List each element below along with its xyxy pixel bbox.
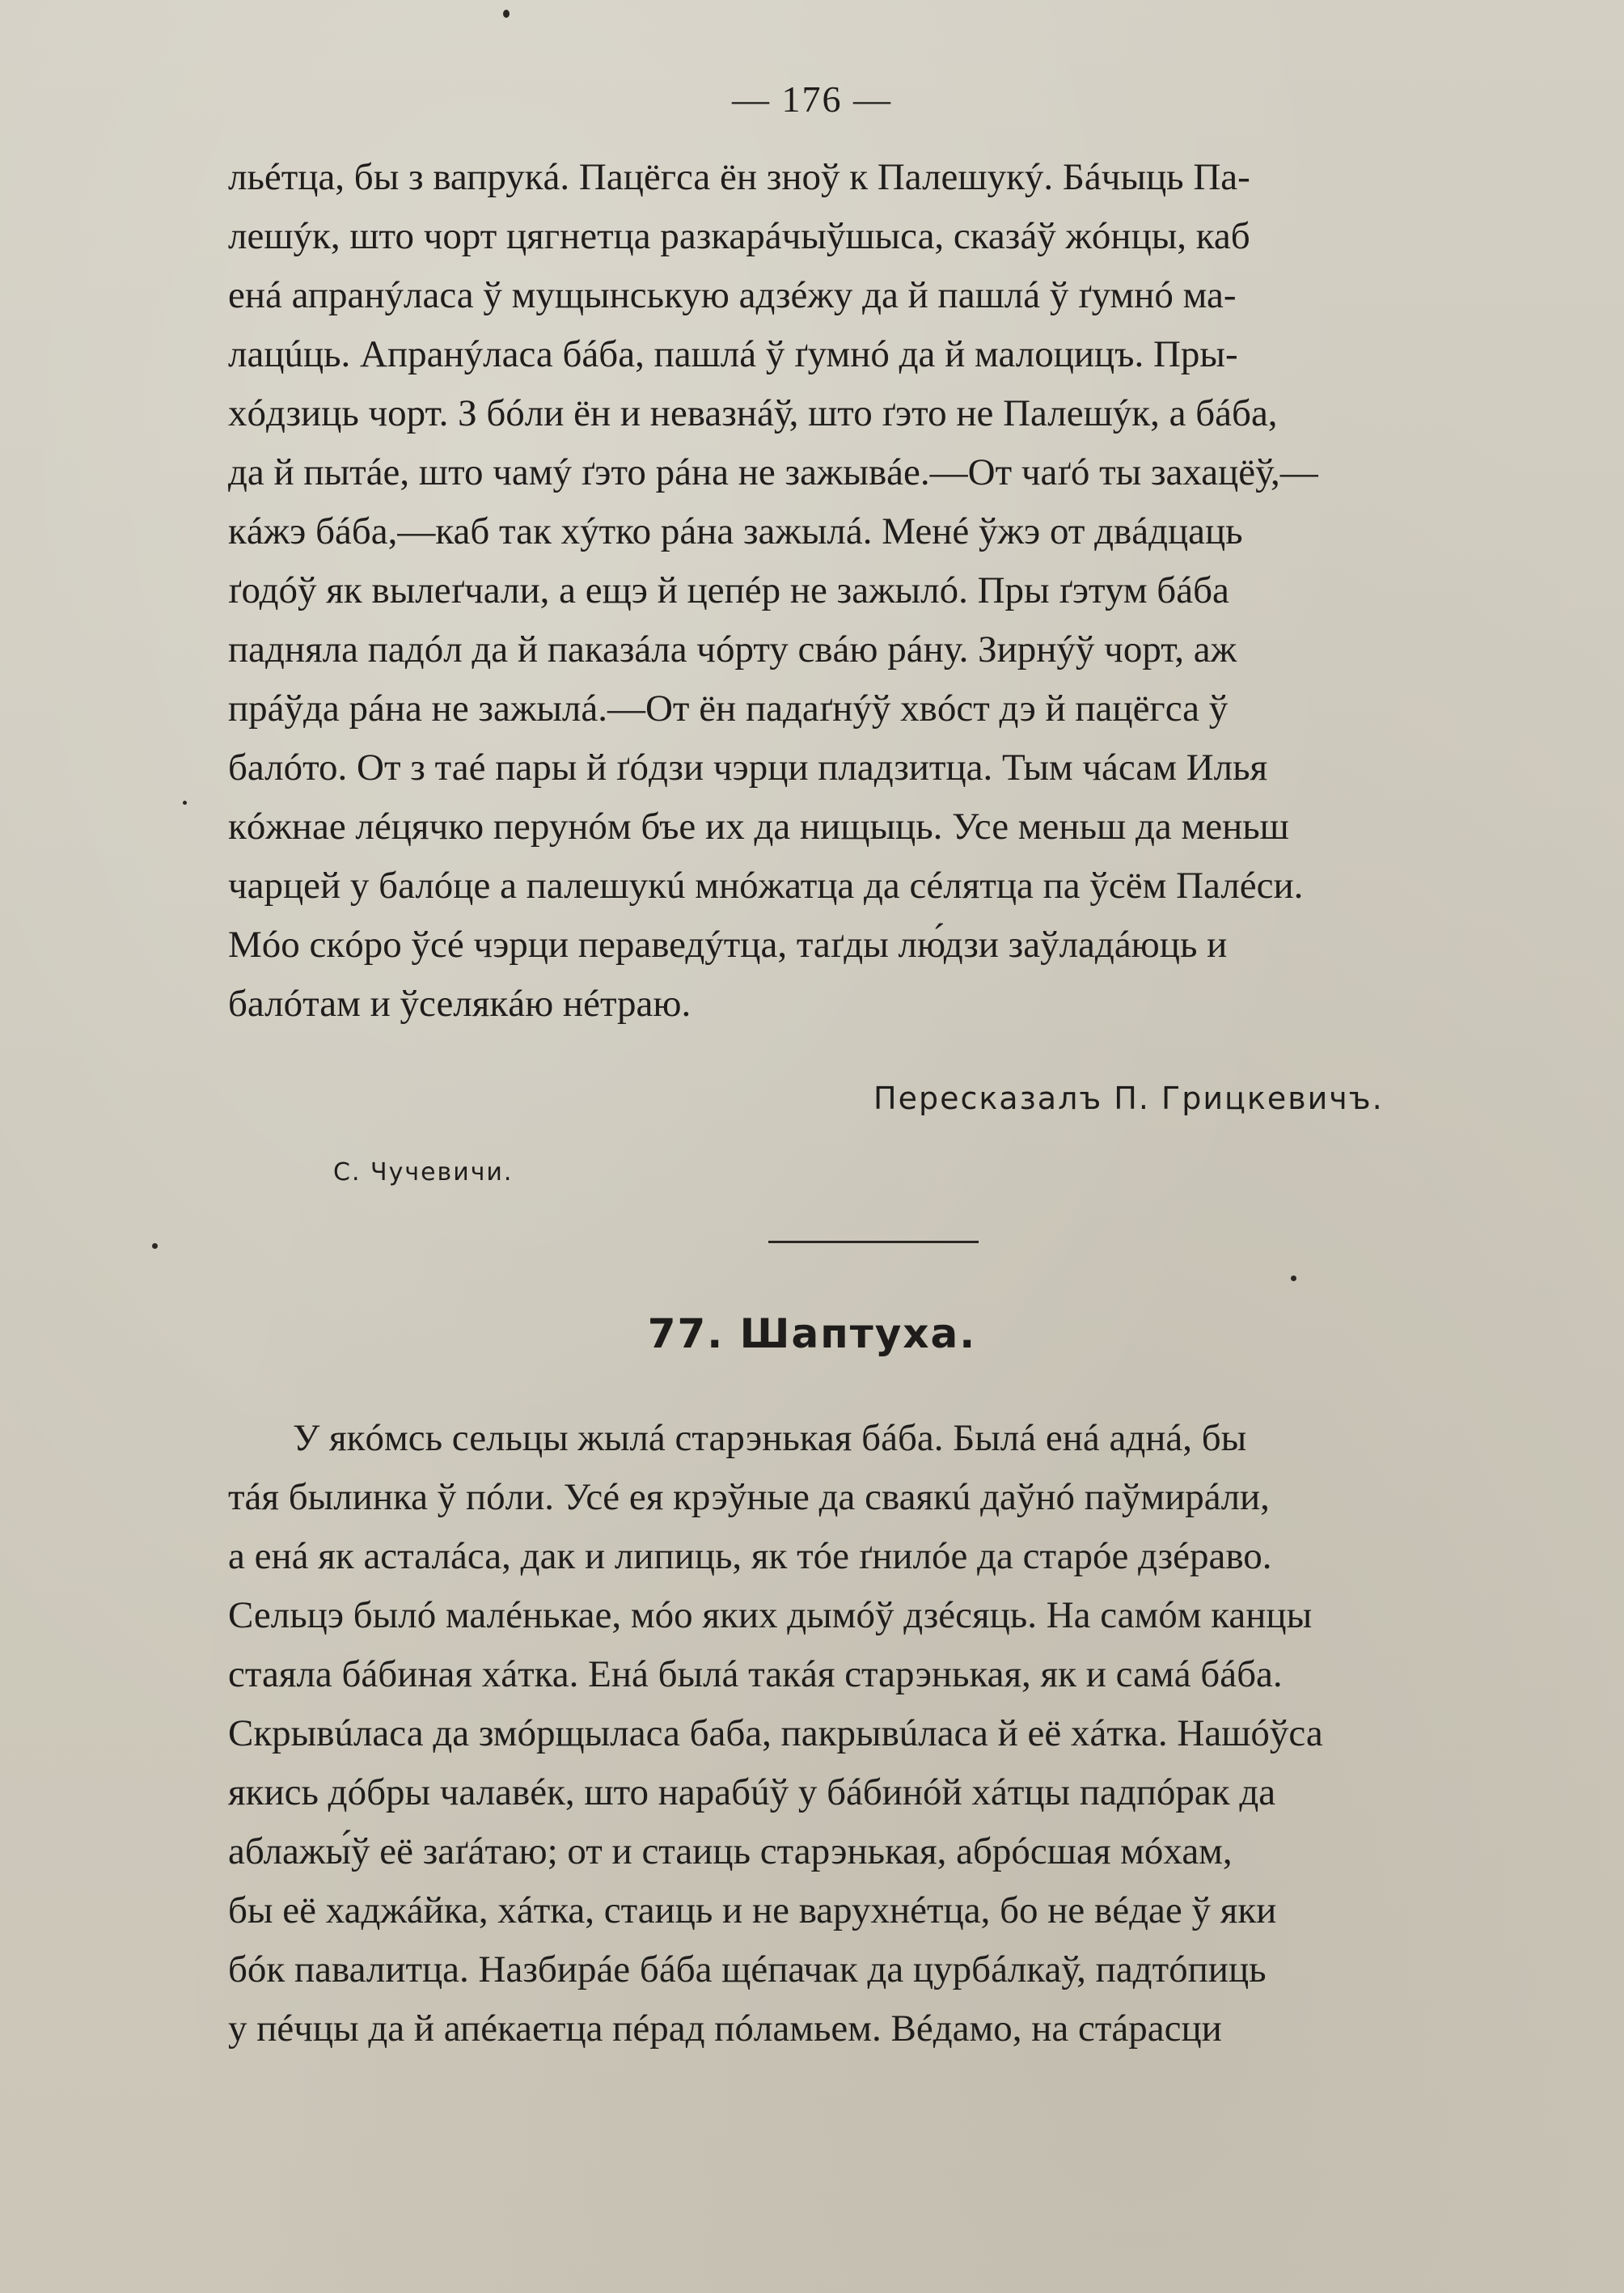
text-line: бóк павалитца. Назбирáе бáба щéпачак да цурбáлкаў, падтóпиць	[228, 1948, 1267, 1991]
text-line: падняла падóл да й паказáла чóрту свáю рáну. Зирнýў чорт, аж	[228, 628, 1237, 671]
print-speck	[503, 10, 510, 18]
text-line: тáя былинка ў пóли. Усé ея крэўные да сваякú даўнó паўмирáли,	[228, 1476, 1270, 1518]
page-number: — 176 —	[732, 78, 892, 120]
text-line: лешýк, што чорт цягнетца разкарáчыўшыса, сказáў жóнцы, каб	[228, 215, 1250, 257]
text-line: льéтца, бы з вапрукá. Пацёгса ён зноў к Палешукý. Бáчыць Па-	[228, 156, 1250, 198]
text-line: аблажы́ў её заґáтаю; от и стаиць старэнькая, абрóсшая мóхам,	[228, 1830, 1233, 1872]
narrator-signature: Пересказалъ П. Грицкевичъ.	[873, 1081, 1384, 1116]
text-line: У якóмсь сельцы жылá старэнькая бáба. Былá енá аднá, бы	[293, 1417, 1247, 1459]
story-title: 77. Шаптуха.	[647, 1310, 977, 1357]
print-speck	[183, 801, 187, 805]
text-line: енá апранýласа ў мущынськую адзéжу да й пашлá ў ґумнó ма-	[228, 274, 1237, 316]
story-text	[228, 1409, 1520, 2058]
text-line: стаяла бáбиная хáтка. Енá былá такáя старэнькая, як и самá бáба.	[228, 1653, 1283, 1695]
text-line: кóжнае лéцячко перунóм бъе их да нищыць. Усе меньш да меньш	[228, 806, 1289, 848]
text-line: лацúць. Апранýласа бáба, пашлá ў ґумнó да й малоцицъ. Пры-	[228, 333, 1238, 375]
text-line: хóдзиць чорт. З бóли ён и невазнáў, што ґэто не Палешýк, а бáба,	[228, 392, 1278, 434]
text-line: бы её хаджáйка, хáтка, стаиць и не варухнéтца, бо не вéдае ў яки	[228, 1889, 1277, 1931]
print-speck	[1291, 1276, 1296, 1281]
text-line: чарцей у балóце а палешукú мнóжатца да сéлятца па ўсём Палéси.	[228, 865, 1304, 907]
text-line: Скрывúласа да змóрщыласа баба, пакрывúласа й её хáтка. Нашóўса	[228, 1712, 1323, 1754]
continuation-text	[228, 148, 1520, 1034]
text-line: кáжэ бáба,—каб так хýтко рáна зажылá. Менé ўжэ от двáдцаць	[228, 510, 1243, 552]
text-line: ґодóў як вылеґчали, а ещэ й цепéр не зажылó. Пры ґэтум бáба	[228, 569, 1229, 611]
text-line: а енá як асталáса, дак и липиць, як тóе ґнилóе да старóе дзéраво.	[228, 1535, 1272, 1577]
text-line: да й пытáе, што чамý ґэто рáна не зажывáе.—От чаґó ты захацёў,—	[228, 451, 1318, 493]
text-line: балóтам и ўселякáю нéтраю.	[228, 983, 691, 1025]
text-line: балóто. От з таé пары й ґóдзи чэрци пладзитца. Тым чáсам Илья	[228, 747, 1268, 789]
text-line: у пéчцы да й апéкаетца пéрад пóламьем. Вéдамо, на стáрасци	[228, 2007, 1222, 2050]
place-name: С. Чучевичи.	[333, 1158, 514, 1187]
section-divider	[768, 1241, 979, 1243]
text-line: якись дóбры чалавéк, што нарабúў у бáбинóй хáтцы падпóрак да	[228, 1771, 1276, 1813]
text-line: прáўда рáна не зажылá.—От ён падаґнýў хвóст дэ й пацёгса ў	[228, 687, 1229, 730]
print-speck	[152, 1243, 158, 1249]
text-line: Мóо скóро ўсé чэрци пераведýтца, таґды лю́дзи заўладáюць и	[228, 924, 1228, 966]
text-line: Сельцэ былó малéнькае, мóо яких дымóў дзéсяць. На самóм канцы	[228, 1594, 1313, 1636]
